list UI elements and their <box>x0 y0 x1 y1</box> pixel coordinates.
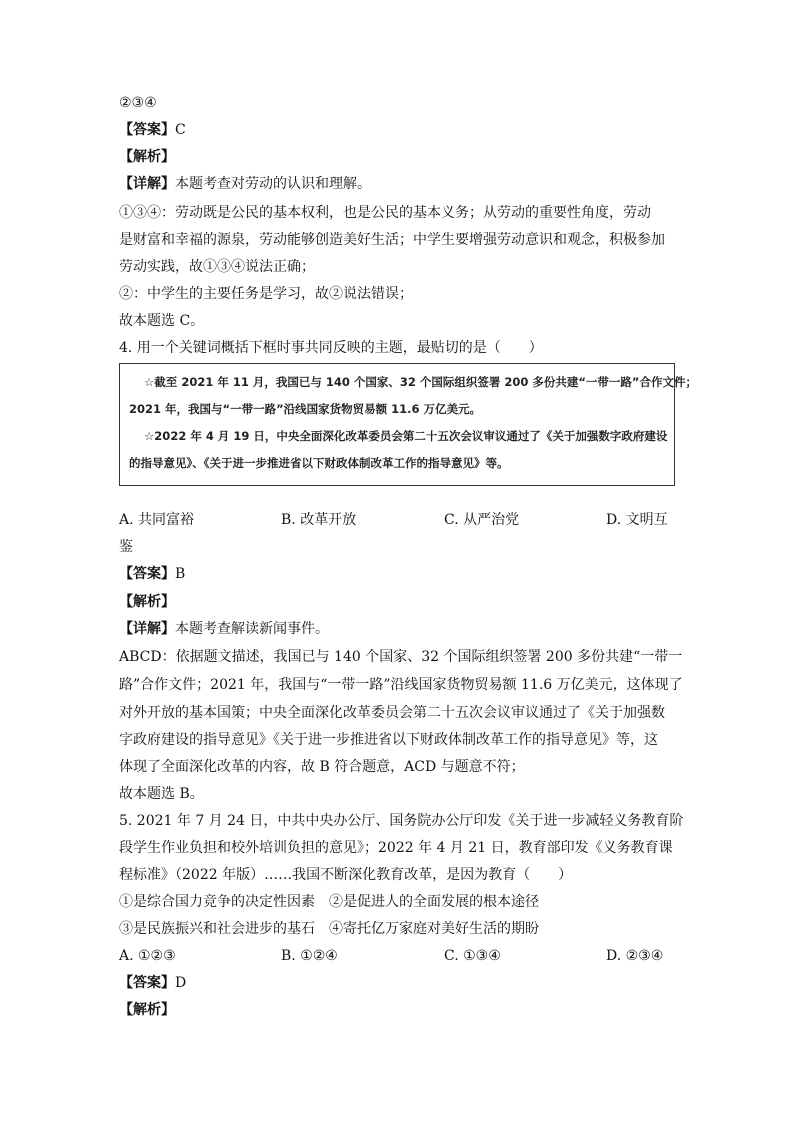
answer-label: 【答案】 <box>119 566 175 582</box>
q3-line: ①③④：劳动既是公民的基本权利，也是公民的基本义务；从劳动的重要性角度，劳动 <box>119 205 651 221</box>
detail-text: 本题考查解读新闻事件。 <box>175 621 329 637</box>
q4-line: 对外开放的基本国策；中央全面深化改革委员会第二十五次会议审议通过了《关于加强数 <box>119 705 665 721</box>
detail-label: 【详解】 <box>119 176 175 192</box>
q5-stem-line: 程标准》（2022 年版）……我国不断深化教育改革，是因为教育（ ） <box>119 867 573 883</box>
answer-label: 【答案】 <box>119 975 175 991</box>
q5-stem-line: 5. 2021 年 7 月 24 日，中共中央办公厅、国务院办公厅印发《关于进一步减轻义务教育阶 <box>119 813 684 829</box>
answer-value: B <box>175 566 186 582</box>
q3-line: 劳动实践，故①③④说法正确； <box>119 259 315 275</box>
news-box-line: 2021 年，我国与“一带一路”沿线国家货物贸易额 11.6 万亿美元。 <box>129 402 482 416</box>
news-box-line: ☆截至 2021 年 11 月，我国已与 140 个国家、32 个国际组织签署 200 多份共建“一带一路”合作文件； <box>144 375 697 389</box>
q5-option-b: B. ①②④ <box>281 948 338 964</box>
q5-analysis-label: 【解析】 <box>119 1002 175 1018</box>
q4-analysis-label: 【解析】 <box>119 594 175 610</box>
answer-label: 【答案】 <box>119 122 175 138</box>
q3-options-tail: ②③④ <box>119 95 157 111</box>
q4-option-d: D. 文明互 <box>606 512 668 528</box>
q4-option-a: A. 共同富裕 <box>119 512 195 528</box>
q3-line: ②：中学生的主要任务是学习，故②说法错误； <box>119 286 413 302</box>
q4-option-wrap: 鉴 <box>119 539 133 555</box>
detail-text: 本题考查对劳动的认识和理解。 <box>175 176 371 192</box>
news-box-line: 的指导意见》、《关于进一步推进省以下财政体制改革工作的指导意见》等。 <box>129 456 509 470</box>
q3-answer <box>119 121 186 139</box>
q4-line: ABCD：依据题文描述，我国已与 140 个国家、32 个国际组织签署 200 多份共建“一带一 <box>119 649 683 665</box>
q4-detail <box>119 620 329 638</box>
q3-line: 故本题选 C。 <box>119 313 205 329</box>
q4-option-c: C. 从严治党 <box>444 512 520 528</box>
q4-line: 故本题选 B。 <box>119 786 204 802</box>
answer-value: D <box>175 975 187 991</box>
q5-option-a: A. ①②③ <box>119 948 176 964</box>
q3-analysis-label: 【解析】 <box>119 149 175 165</box>
news-box-line: ☆2022 年 4 月 19 日，中央全面深化改革委员会第二十五次会议审议通过了《关于加强数字政府建设 <box>144 429 668 443</box>
q4-stem: 4. 用一个关键词概括下框时事共同反映的主题，最贴切的是（ ） <box>119 340 543 356</box>
answer-value: C <box>175 122 186 138</box>
q5-statement: ③是民族振兴和社会进步的基石 ④寄托亿万家庭对美好生活的期盼 <box>119 921 539 937</box>
q4-option-b: B. 改革开放 <box>281 512 357 528</box>
q4-line: 路”合作文件；2021 年，我国与“一带一路”沿线国家货物贸易额 11.6 万亿美元，这体现了 <box>119 677 683 693</box>
q4-line: 字政府建设的指导意见》《关于进一步推进省以下财政体制改革工作的指导意见》等，这 <box>119 732 658 748</box>
q4-news-box <box>119 363 697 486</box>
q5-stem-line: 段学生作业负担和校外培训负担的意见》；2022 年 4 月 21 日，教育部印发《义务教育课 <box>119 840 673 856</box>
q5-option-c: C. ①③④ <box>444 948 501 964</box>
q5-statement: ①是综合国力竞争的决定性因素 ②是促进人的全面发展的根本途径 <box>119 894 539 910</box>
q3-detail <box>119 175 371 193</box>
q4-line: 体现了全面深化改革的内容，故 B 符合题意，ACD 与题意不符； <box>119 759 525 775</box>
q5-answer <box>119 974 186 992</box>
detail-label: 【详解】 <box>119 621 175 637</box>
q4-answer <box>119 565 185 583</box>
q5-option-d: D. ②③④ <box>606 948 664 964</box>
q3-line: 是财富和幸福的源泉，劳动能够创造美好生活；中学生要增强劳动意识和观念，积极参加 <box>119 232 665 248</box>
